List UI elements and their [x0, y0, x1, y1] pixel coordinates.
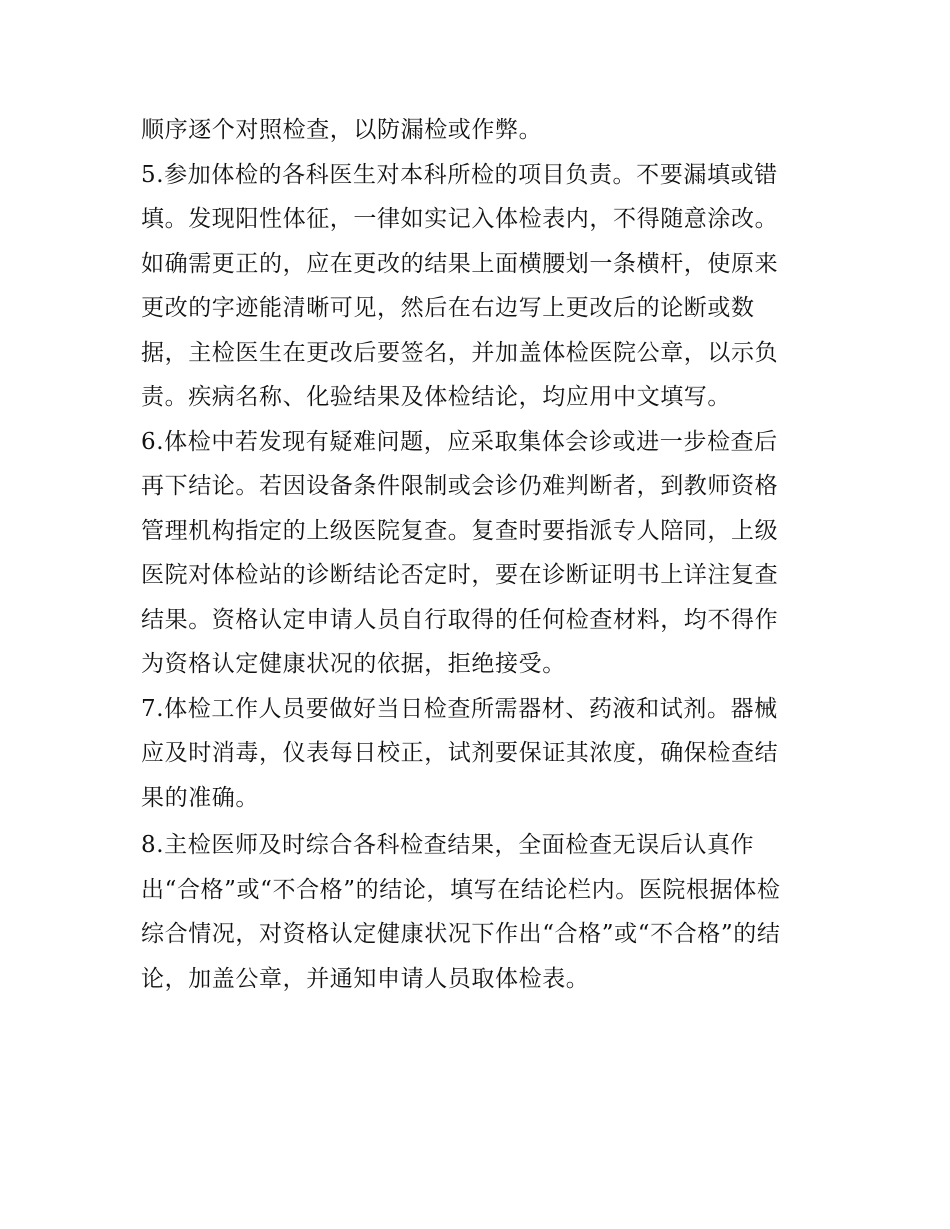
- text-line: 7.体检工作人员要做好当日检查所需器材、药液和试剂。器械: [141, 695, 778, 722]
- text-line: 据，主检医生在更改后要签名，并加盖体检医院公章，以示负: [141, 339, 779, 366]
- text-line: 再下结论。若因设备条件限制或会诊仍难判断者，到教师资格: [141, 473, 779, 499]
- text-line: 结果。资格认定申请人员自行取得的任何检查材料，均不得作: [141, 606, 779, 633]
- text-line: 5.参加体检的各科医生对本科所检的项目负责。不要漏填或错: [141, 161, 778, 188]
- text-line: 综合情况，对资格认定健康状况下作出“合格”或“不合格”的结: [141, 921, 781, 947]
- text-line: 应及时消毒，仪表每日校正，试剂要保证其浓度，确保检查结: [141, 740, 779, 766]
- text-line: 医院对体检站的诊断结论否定时，要在诊断证明书上详注复查: [141, 562, 779, 588]
- text-line: 论，加盖公章，并通知申请人员取体检表。: [141, 965, 590, 992]
- text-line: 填。发现阳性体征，一律如实记入体检表内，不得随意涂改。: [141, 206, 779, 232]
- text-line: 8.主检医师及时综合各科检查结果，全面检查无误后认真作: [141, 832, 755, 858]
- text-line: 6.体检中若发现有疑难问题，应采取集体会诊或进一步检查后: [141, 428, 778, 455]
- text-line: 管理机构指定的上级医院复查。复查时要指派专人陪同，上级: [141, 517, 779, 544]
- text-line: 责。疾病名称、化验结果及体检结论，均应用中文填写。: [141, 384, 731, 410]
- text-line: 出“合格”或“不合格”的结论，填写在结论栏内。医院根据体检: [141, 876, 781, 903]
- text-line: 顺序逐个对照检查，以防漏检或作弊。: [141, 117, 543, 143]
- text-line: 如确需更正的，应在更改的结果上面横腰划一条横杆，使原来: [141, 250, 779, 277]
- body-text: [141, 108, 821, 1001]
- text-line: 更改的字迹能清晰可见，然后在右边写上更改后的论断或数: [141, 295, 755, 321]
- text-line: 为资格认定健康状况的依据，拒绝接受。: [141, 651, 566, 677]
- text-line: 果的准确。: [141, 784, 259, 811]
